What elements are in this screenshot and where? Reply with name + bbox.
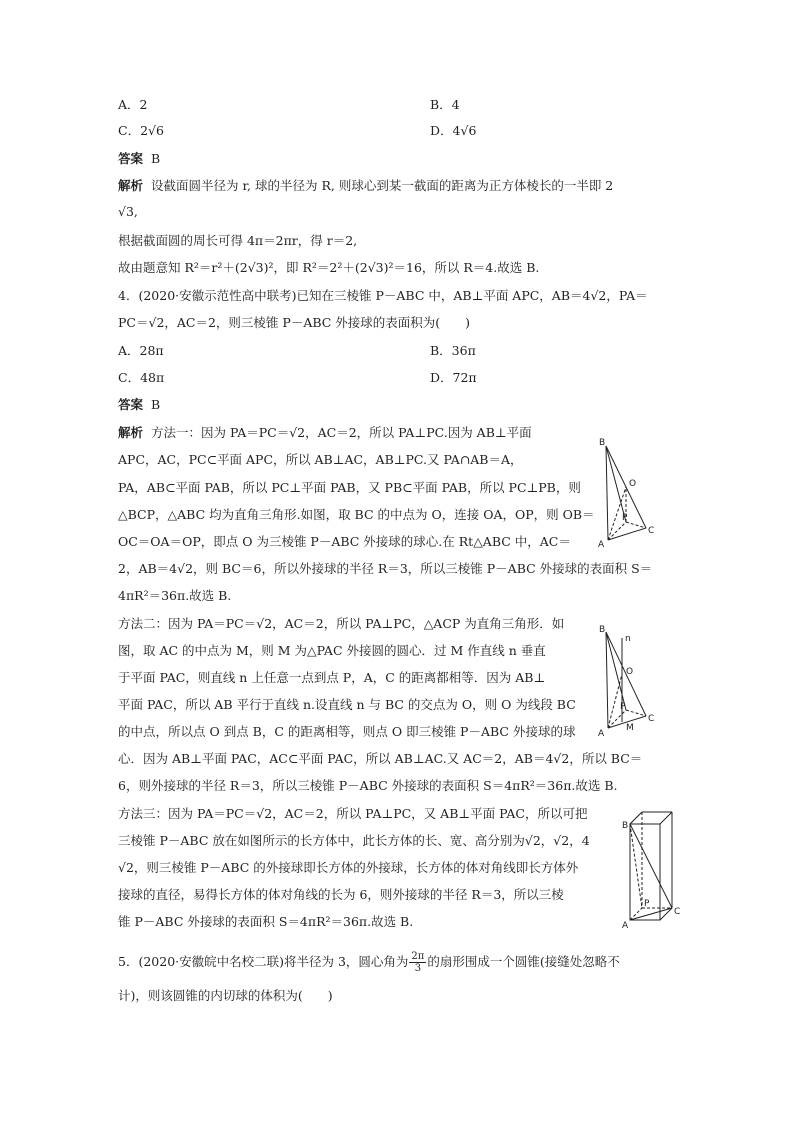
q3-analysis-text-1: 设截面圆半径为 r, 球的半径为 R, 则球心到某一截面的距离为正方体棱长的一半即 2 xyxy=(150,178,614,193)
q5-stem-part-a: 5．(2020·安徽皖中名校二联)将半径为 3，圆心角为 xyxy=(118,954,409,969)
fig1-label-c: C xyxy=(648,526,655,536)
q4-method3-line-2: 三棱锥 P－ABC 放在如图所示的长方体中，此长方体的长、宽、高分别为√2，√2，4 xyxy=(118,833,590,848)
q4-method2-line-6: 心．因为 AB⊥平面 PAC，AC⊂平面 PAC，所以 AB⊥AC.又 AC＝2，AB＝4√2，所以 BC＝ xyxy=(118,751,643,766)
fig2-label-o: O xyxy=(626,667,634,677)
fig1-label-p: P xyxy=(622,513,628,523)
q4-analysis-label: 解析 xyxy=(118,425,144,440)
q4-stem-line-2: PC＝√2，AC＝2，则三棱锥 P－ABC 外接球的表面积为( ) xyxy=(118,315,471,330)
q4-method3-line-5: 锥 P－ABC 外接球的表面积 S＝4πR²＝36π.故选 B. xyxy=(118,914,414,929)
q5-stem-line-1 xyxy=(118,951,620,974)
q4-method3-line-3: √2，则三棱锥 P－ABC 的外接球即长方体的外接球，长方体的体对角线即长方体外 xyxy=(118,860,579,875)
q4-method1-line-5: OC＝OA＝OP，即点 O 为三棱锥 P－ABC 外接球的球心.在 Rt△ABC 中，AC＝ xyxy=(118,534,571,549)
q5-stem-part-b: 的扇形围成一个圆锥(接缝处忽略不 xyxy=(427,954,620,969)
q3-analysis-line-4: 故由题意知 R²＝r²＋(2√3)²，即 R²＝2²＋(2√3)²＝16，所以 R＝4.故选 B. xyxy=(118,260,540,275)
q4-method2-line-1: 方法二：因为 PA＝PC＝√2，AC＝2，所以 PA⊥PC，△ACP 为直角三角形．如 xyxy=(118,616,565,631)
q5-fraction-numerator: 2π xyxy=(411,951,425,962)
q4-option-c: C．48π xyxy=(118,370,165,385)
q4-method3-line-1: 方法三：因为 PA＝PC＝√2，AC＝2，所以 PA⊥PC，又 AB⊥平面 PAC，所以可把 xyxy=(118,806,588,821)
q3-option-c: C．2√6 xyxy=(118,123,164,138)
figure-2-tetrahedron-with-line-n xyxy=(596,624,660,740)
q4-option-b: B．36π xyxy=(430,343,476,358)
q4-answer xyxy=(118,396,160,414)
fig3-label-c: C xyxy=(674,907,681,917)
q4-method1-line-7: 4πR²＝36π.故选 B. xyxy=(118,588,232,603)
fig2-label-c: C xyxy=(648,714,655,724)
q4-method1-line-2: APC，AC，PC⊂平面 APC，所以 AB⊥AC，AB⊥PC.又 PA∩AB＝A， xyxy=(118,452,523,467)
q5-fraction xyxy=(409,951,426,974)
q3-option-a: A．2 xyxy=(118,97,148,112)
q3-analysis-label: 解析 xyxy=(118,178,144,193)
q4-method2-line-7: 6，则外接球的半径 R＝3，所以三棱锥 P－ABC 外接球的表面积 S＝4πR²＝36π.故选 B. xyxy=(118,778,618,793)
q4-method1-line-4: △BCP，△ABC 均为直角三角形.如图，取 BC 的中点为 O，连接 OA，OP，则 OB＝ xyxy=(118,507,595,522)
q3-analysis-line-1 xyxy=(118,177,613,195)
fig2-label-b: B xyxy=(599,625,606,635)
q4-option-d: D．72π xyxy=(430,370,477,385)
q5-stem-line-2: 计)，则该圆锥的内切球的体积为( ) xyxy=(118,988,333,1003)
q3-analysis-line-3: 根据截面圆的周长可得 4π＝2πr，得 r＝2, xyxy=(118,233,358,248)
fig3-label-p: P xyxy=(644,899,650,909)
q4-method3-line-4: 接球的直径，易得长方体的体对角线的长为 6，则外接球的半径 R＝3，所以三棱 xyxy=(118,887,564,902)
q4-option-a: A．28π xyxy=(118,343,164,358)
q4-method2-line-3: 于平面 PAC，则直线 n 上任意一点到点 P，A，C 的距离都相等．因为 AB⊥ xyxy=(118,670,546,685)
q5-fraction-denominator: 3 xyxy=(414,963,422,974)
fig1-label-a: A xyxy=(598,540,605,548)
q4-method2-line-2: 图，取 AC 的中点为 M，则 M 为△PAC 外接圆的圆心．过 M 作直线 n 垂直 xyxy=(118,643,546,658)
fig2-label-a: A xyxy=(598,729,605,739)
q4-method1-line-3: PA，AB⊂平面 PAB，所以 PC⊥平面 PAB，又 PB⊂平面 PAB，所以 PC⊥PB，则 xyxy=(118,480,581,495)
figure-3-rectangular-box xyxy=(622,806,682,932)
fig2-label-p: P xyxy=(620,702,626,712)
fig3-label-b: B xyxy=(622,821,629,831)
q3-analysis-line-2: √3, xyxy=(118,204,138,219)
fig2-label-m: M xyxy=(626,723,634,733)
fig2-label-n: n xyxy=(625,634,631,644)
q4-method1-line-1 xyxy=(118,424,532,442)
q3-answer-label: 答案 xyxy=(118,151,144,166)
fig1-label-b: B xyxy=(599,438,606,448)
q3-option-b: B．4 xyxy=(430,97,460,112)
q4-method2-line-4: 平面 PAC，所以 AB 平行于直线 n.设直线 n 与 BC 的交点为 O，则 O 为线段 BC xyxy=(118,697,576,712)
q4-method2-line-5: 的中点，所以点 O 到点 B，C 的距离相等，则点 O 即三棱锥 P－ABC 外接球的球 xyxy=(118,724,576,739)
q3-answer-value: B xyxy=(150,151,161,166)
fig3-label-a: A xyxy=(622,921,629,931)
q4-method1-line-6: 2，AB＝4√2，则 BC＝6，所以外接球的半径 R＝3，所以三棱锥 P－ABC 外接球的表面积 S＝ xyxy=(118,561,653,576)
q4-stem-line-1: 4．(2020·安徽示范性高中联考)已知在三棱锥 P－ABC 中，AB⊥平面 APC，AB＝4√2，PA＝ xyxy=(118,288,648,303)
q4-method1-text-1: 方法一：因为 PA＝PC＝√2，AC＝2，所以 PA⊥PC.因为 AB⊥平面 xyxy=(150,425,532,440)
q3-option-d: D．4√6 xyxy=(430,123,477,138)
fig1-label-o: O xyxy=(629,479,637,489)
figure-1-tetrahedron xyxy=(596,436,660,548)
q4-answer-value: B xyxy=(150,397,161,412)
q3-answer xyxy=(118,150,160,168)
q4-answer-label: 答案 xyxy=(118,397,144,412)
